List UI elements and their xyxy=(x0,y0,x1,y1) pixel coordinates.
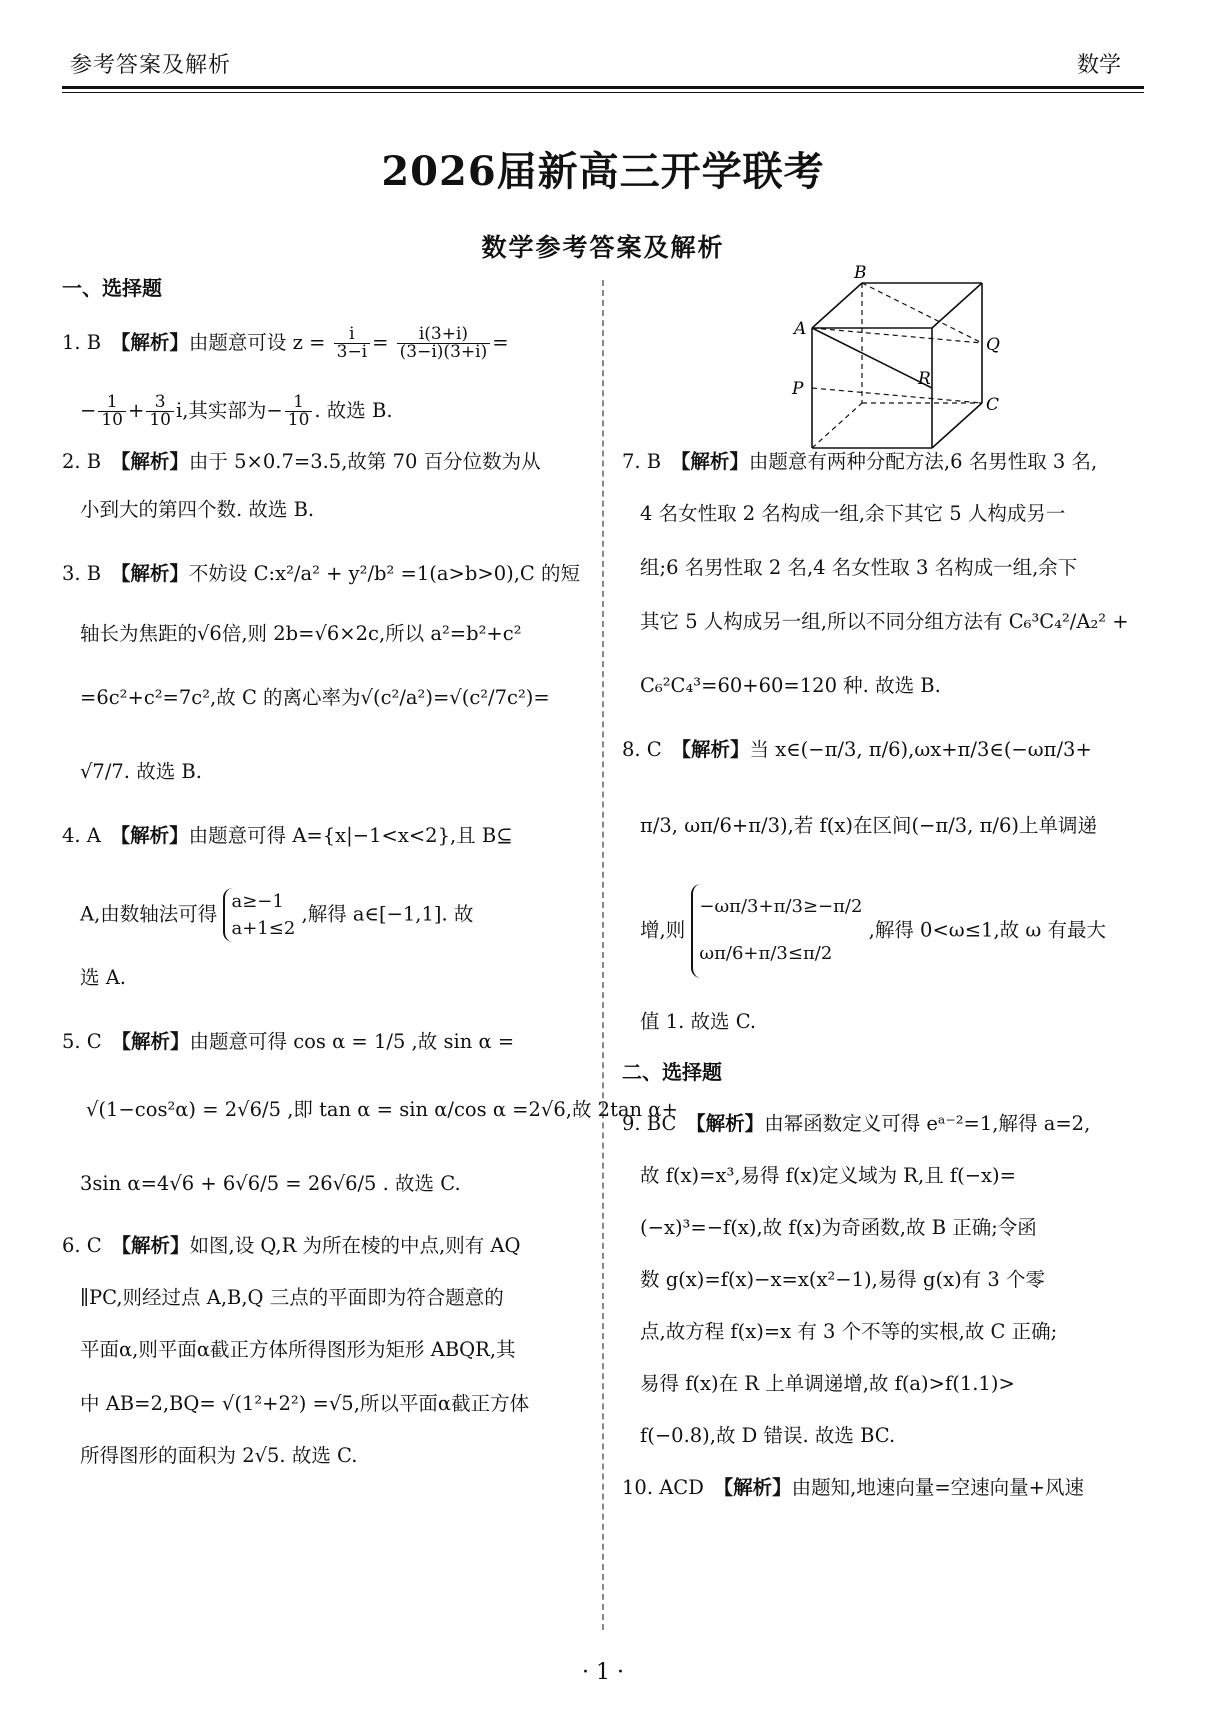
q10-line-1: 10. ACD 【解析】由题知,地速向量=空速向量+风速 xyxy=(622,1476,1085,1499)
q2-line-2: 小到大的第四个数. 故选 B. xyxy=(80,498,315,521)
cube-label-A: A xyxy=(794,319,807,339)
q7-line-4: 其它 5 人构成另一组,所以不同分组方法有 C₆³C₄²/A₂² + xyxy=(640,610,1129,633)
page-number: · 1 · xyxy=(582,1660,624,1685)
q6-line-2: ∥PC,则经过点 A,B,Q 三点的平面即为符合题意的 xyxy=(80,1286,504,1309)
q1-frac-2: $\frac{i(3+i)}{(3-i)(3+i)}$ xyxy=(397,326,491,361)
q7-line-5: C₆²C₄³=60+60=120 种. 故选 B. xyxy=(640,674,941,697)
cube-figure xyxy=(772,263,1000,458)
header-right: 数学 xyxy=(1076,53,1121,78)
cube-label-P: P xyxy=(792,379,804,399)
q1-line-2: − $\frac{1}{10}$ + $\frac{3}{10}$ i,其实部为− $\frac{1}{10}$ . 故选 B. xyxy=(80,392,393,430)
q8-line-3: 增,则 −ωπ/3+π/3≥−π/2 ωπ/6+π/3≤π/2 ,解得 0<ω≤1,故 ω 有最大 xyxy=(640,884,1106,978)
page-subtitle: 数学参考答案及解析 xyxy=(481,233,725,262)
q7-line-1: 7. B 【解析】由题意有两种分配方法,6 名男性取 3 名, xyxy=(622,450,1098,473)
q5-line-2: √(1−cos²α) = 2√6/5 ,即 tan α = sin α/cos α =2√6,故 2tan α+ xyxy=(86,1098,678,1121)
q8-line-1: 8. C 【解析】当 x∈(−π/3, π/6),ωx+π/3∈(−ωπ/3+ xyxy=(622,738,1092,761)
header-rule-thin xyxy=(62,92,1144,93)
q4-system: a≥−1 a+1≤2 xyxy=(223,888,295,942)
q5-line-3: 3sin α=4√6 + 6√6/5 = 26√6/5 . 故选 C. xyxy=(80,1172,461,1195)
q9-line-6: 易得 f(x)在 R 上单调递增,故 f(a)>f(1.1)> xyxy=(640,1372,1015,1395)
q6-line-3: 平面α,则平面α截正方体所得图形为矩形 ABQR,其 xyxy=(80,1338,516,1361)
q2-line-1: 2. B 【解析】由于 5×0.7=3.5,故第 70 百分位数为从 xyxy=(62,450,541,473)
q4-line-3: 选 A. xyxy=(80,966,126,989)
page-title: 2026届新高三开学联考 xyxy=(381,148,825,195)
q9-line-2: 故 f(x)=x³,易得 f(x)定义域为 R,且 f(−x)= xyxy=(640,1164,1016,1187)
q6-line-1: 6. C 【解析】如图,设 Q,R 为所在棱的中点,则有 AQ xyxy=(62,1234,521,1257)
q9-line-7: f(−0.8),故 D 错误. 故选 BC. xyxy=(640,1424,896,1447)
q3-line-1: 3. B 【解析】不妨设 C:x²/a² + y²/b² =1(a>b>0),C 的短 xyxy=(62,562,581,585)
q7-line-3: 组;6 名男性取 2 名,4 名女性取 3 名构成一组,余下 xyxy=(640,556,1078,579)
section-heading-2: 二、选择题 xyxy=(622,1060,722,1084)
q7-line-2: 4 名女性取 2 名构成一组,余下其它 5 人构成另一 xyxy=(640,502,1066,525)
q8-line-2: π/3, ωπ/6+π/3),若 f(x)在区间(−π/3, π/6)上单调递 xyxy=(640,814,1097,837)
q9-line-5: 点,故方程 f(x)=x 有 3 个不等的实根,故 C 正确; xyxy=(640,1320,1058,1343)
page-header xyxy=(0,0,1206,100)
q6-line-5: 所得图形的面积为 2√5. 故选 C. xyxy=(80,1444,358,1467)
q3-line-2: 轴长为焦距的√6倍,则 2b=√6×2c,所以 a²=b²+c² xyxy=(80,622,522,645)
q3-line-4: √7/7. 故选 B. xyxy=(80,760,202,783)
cube-label-B: B xyxy=(854,263,867,283)
q8-line-4: 值 1. 故选 C. xyxy=(640,1010,757,1033)
q1-frac-1: $\frac{i}{3-i}$ xyxy=(334,326,371,361)
q9-line-4: 数 g(x)=f(x)−x=x(x²−1),易得 g(x)有 3 个零 xyxy=(640,1268,1046,1291)
q4-line-2: A,由数轴法可得 a≥−1 a+1≤2 ,解得 a∈[−1,1]. 故 xyxy=(80,888,473,942)
q3-line-3: =6c²+c²=7c²,故 C 的离心率为√(c²/a²)=√(c²/7c²)= xyxy=(80,686,550,709)
header-rule-thick xyxy=(62,86,1144,89)
q4-line-1: 4. A 【解析】由题意可得 A={x|−1<x<2},且 B⊆ xyxy=(62,824,513,847)
column-divider xyxy=(602,280,604,1630)
cube-label-Q: Q xyxy=(986,335,1000,355)
q8-system: −ωπ/3+π/3≥−π/2 ωπ/6+π/3≤π/2 xyxy=(691,884,862,978)
section-heading-1: 一、选择题 xyxy=(62,276,162,300)
q5-line-1: 5. C 【解析】由题意可得 cos α = 1/5 ,故 sin α = xyxy=(62,1030,515,1053)
header-left: 参考答案及解析 xyxy=(70,53,232,78)
cube-label-C: C xyxy=(986,395,1000,415)
q1-line-1: 1. B 【解析】由题意可设 z = $\frac{i}{3-i}$ = $\frac{i(3+i)}{(3-i)(3+i)}$ = xyxy=(62,324,509,362)
cube-label-R: R xyxy=(918,369,931,389)
q6-line-4: 中 AB=2,BQ= √(1²+2²) =√5,所以平面α截正方体 xyxy=(80,1392,530,1415)
q9-line-3: (−x)³=−f(x),故 f(x)为奇函数,故 B 正确;令函 xyxy=(640,1216,1037,1239)
q9-line-1: 9. BC 【解析】由幂函数定义可得 eᵃ⁻²=1,解得 a=2, xyxy=(622,1112,1091,1135)
